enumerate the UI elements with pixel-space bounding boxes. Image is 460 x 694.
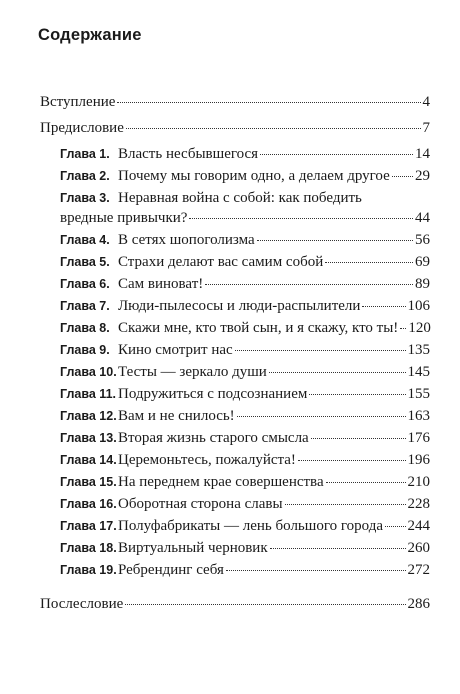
- chapter-title: Подружиться с подсознанием: [118, 386, 308, 402]
- page-number: 44: [415, 210, 430, 226]
- chapter-title: Вторая жизнь старого смысла: [118, 430, 309, 446]
- dot-leader: [385, 526, 406, 527]
- entry-title: Послесловие: [40, 596, 124, 612]
- chapter-title: Кино смотрит нас: [118, 342, 233, 358]
- chapter-title: Вам и не снилось!: [118, 408, 235, 424]
- toc-entry-introduction[interactable]: [40, 94, 430, 111]
- chapter-title: Страхи делают вас самим собой: [118, 254, 324, 270]
- dot-leader: [235, 350, 406, 351]
- toc-entry-chapter-18[interactable]: [60, 540, 430, 557]
- page-number: 69: [415, 254, 430, 270]
- toc-entry-chapter-13[interactable]: [60, 430, 430, 447]
- chapter-label: Глава 8.: [60, 321, 110, 335]
- dot-leader: [237, 416, 406, 417]
- toc-entry-chapter-1[interactable]: [60, 146, 430, 163]
- toc-entry-chapter-11[interactable]: [60, 386, 430, 403]
- page-number: 210: [407, 474, 430, 490]
- toc-entry-chapter-12[interactable]: [60, 408, 430, 425]
- chapter-title: Оборотная сторона славы: [118, 496, 283, 512]
- dot-leader: [269, 372, 406, 373]
- page-number: 155: [407, 386, 430, 402]
- chapter-label: Глава 17.: [60, 519, 117, 533]
- chapter-title: Ребрендинг себя: [118, 562, 224, 578]
- toc-entry-chapter-5[interactable]: [60, 254, 430, 271]
- chapter-label: Глава 12.: [60, 409, 117, 423]
- dot-leader: [362, 306, 405, 307]
- chapter-title-continuation: вредные привычки?: [60, 210, 188, 226]
- chapter-label: Глава 15.: [60, 475, 117, 489]
- chapter-label: Глава 18.: [60, 541, 117, 555]
- dot-leader: [260, 154, 413, 155]
- dot-leader: [189, 218, 413, 219]
- dot-leader: [117, 102, 420, 103]
- page-number: 272: [407, 562, 430, 578]
- chapter-label: Глава 13.: [60, 431, 117, 445]
- dot-leader: [285, 504, 406, 505]
- dot-leader: [226, 570, 406, 571]
- page-number: 286: [407, 596, 430, 612]
- entry-title: Вступление: [40, 94, 116, 110]
- chapter-title: Полуфабрикаты — лень большого города: [118, 518, 383, 534]
- chapter-label: Глава 5.: [60, 255, 110, 269]
- toc-entry-preface[interactable]: [40, 120, 430, 137]
- chapter-title: Неравная война с собой: как победить: [118, 190, 362, 206]
- dot-leader: [400, 328, 406, 329]
- chapter-title: Сам виноват!: [118, 276, 204, 292]
- chapter-title: Люди-пылесосы и люди-распылители: [118, 298, 361, 314]
- chapter-label: Глава 16.: [60, 497, 117, 511]
- toc-entry-chapter-7[interactable]: [60, 298, 430, 315]
- toc-entry-chapter-17[interactable]: [60, 518, 430, 535]
- dot-leader: [298, 460, 406, 461]
- toc-entry-chapter-9[interactable]: [60, 342, 430, 359]
- dot-leader: [126, 128, 421, 129]
- chapter-label: Глава 4.: [60, 233, 110, 247]
- chapter-title: В сетях шопоголизма: [118, 232, 255, 248]
- dot-leader: [309, 394, 405, 395]
- toc-entry-chapter-2[interactable]: [60, 168, 430, 185]
- chapter-label: Глава 2.: [60, 169, 110, 183]
- dot-leader: [125, 604, 405, 605]
- chapter-label: Глава 9.: [60, 343, 110, 357]
- entry-title: Предисловие: [40, 120, 124, 136]
- chapter-label: Глава 14.: [60, 453, 117, 467]
- page-number: 120: [408, 320, 431, 336]
- chapter-label: Глава 6.: [60, 277, 110, 291]
- chapter-label: Глава 19.: [60, 563, 117, 577]
- toc-entry-chapter-15[interactable]: [60, 474, 430, 491]
- toc-entry-chapter-6[interactable]: [60, 276, 430, 293]
- dot-leader: [392, 176, 413, 177]
- page-number: 196: [407, 452, 430, 468]
- toc-entry-chapter-16[interactable]: [60, 496, 430, 513]
- page-number: 244: [407, 518, 430, 534]
- chapter-title: Скажи мне, кто твой сын, и я скажу, кто ты!: [118, 320, 399, 336]
- dot-leader: [205, 284, 413, 285]
- chapter-label: Глава 10.: [60, 365, 117, 379]
- dot-leader: [311, 438, 406, 439]
- toc-entry-chapter-3[interactable]: [60, 190, 430, 207]
- chapter-title: Власть несбывшегося: [118, 146, 259, 162]
- dot-leader: [257, 240, 413, 241]
- page-title: Содержание: [38, 26, 142, 44]
- chapter-title: Церемоньтесь, пожалуйста!: [118, 452, 296, 468]
- chapter-label: Глава 3.: [60, 191, 110, 205]
- page-number: 14: [415, 146, 430, 162]
- page-number: 228: [407, 496, 430, 512]
- chapter-label: Глава 1.: [60, 147, 110, 161]
- dot-leader: [270, 548, 406, 549]
- toc-entry-chapter-14[interactable]: [60, 452, 430, 469]
- chapter-title: Тесты — зеркало души: [118, 364, 267, 380]
- page-number: 176: [407, 430, 430, 446]
- page-number: 56: [415, 232, 430, 248]
- toc-entry-afterword[interactable]: [40, 596, 430, 613]
- page-number: 29: [415, 168, 430, 184]
- page-number: 4: [422, 94, 430, 110]
- page-number: 89: [415, 276, 430, 292]
- page-number: 135: [407, 342, 430, 358]
- chapter-title: На переднем крае совершенства: [118, 474, 324, 490]
- dot-leader: [325, 262, 413, 263]
- dot-leader: [326, 482, 406, 483]
- chapter-title: Почему мы говорим одно, а делаем другое: [118, 168, 390, 184]
- toc-entry-chapter-10[interactable]: [60, 364, 430, 381]
- toc-entry-chapter-4[interactable]: [60, 232, 430, 249]
- chapter-label: Глава 11.: [60, 387, 116, 401]
- page-number: 260: [407, 540, 430, 556]
- chapter-label: Глава 7.: [60, 299, 110, 313]
- toc-entry-chapter-19[interactable]: [60, 562, 430, 579]
- page-number: 163: [407, 408, 430, 424]
- page-number: 106: [407, 298, 430, 314]
- page-number: 145: [407, 364, 430, 380]
- toc-entry-chapter-8[interactable]: [60, 320, 430, 337]
- toc-entry-chapter-3-continued[interactable]: [60, 210, 430, 227]
- chapter-title: Виртуальный черновик: [118, 540, 268, 556]
- page-number: 7: [422, 120, 430, 136]
